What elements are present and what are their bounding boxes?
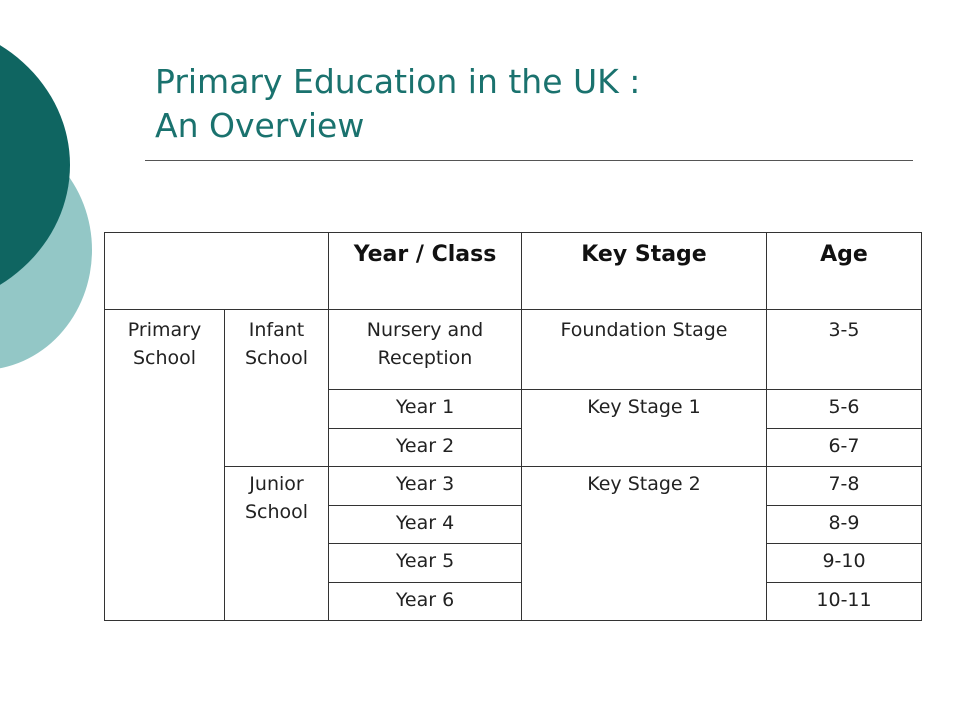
slide-title [155, 60, 640, 148]
slide-title-line-1: Primary Education in the UK : [155, 62, 641, 101]
key-stage-cell: Foundation Stage [522, 310, 767, 390]
table-header-row [105, 233, 922, 310]
title-divider [145, 160, 913, 161]
header-key-stage: Key Stage [522, 233, 767, 310]
year-cell: Year 1 [329, 390, 522, 429]
age-cell: 7-8 [767, 467, 922, 506]
primary-school-cell: Primary School [105, 310, 225, 621]
age-cell: 8-9 [767, 505, 922, 544]
age-cell: 5-6 [767, 390, 922, 429]
year-cell: Nursery and Reception [329, 310, 522, 390]
key-stage-cell: Key Stage 2 [522, 467, 767, 621]
header-blank-cell [105, 233, 329, 310]
age-cell: 3-5 [767, 310, 922, 390]
header-year-class: Year / Class [329, 233, 522, 310]
infant-school-cell: Infant School [225, 310, 329, 467]
junior-school-cell: Junior School [225, 467, 329, 621]
age-cell: 6-7 [767, 428, 922, 467]
year-cell: Year 5 [329, 544, 522, 583]
year-cell: Year 3 [329, 467, 522, 506]
slide-title-line-2: An Overview [155, 106, 365, 145]
year-cell: Year 6 [329, 582, 522, 621]
year-cell: Year 4 [329, 505, 522, 544]
age-cell: 10-11 [767, 582, 922, 621]
header-age: Age [767, 233, 922, 310]
table-row [105, 310, 922, 390]
table-row [105, 467, 922, 506]
key-stage-cell: Key Stage 1 [522, 390, 767, 467]
education-overview-table [104, 232, 922, 621]
age-cell: 9-10 [767, 544, 922, 583]
year-cell: Year 2 [329, 428, 522, 467]
